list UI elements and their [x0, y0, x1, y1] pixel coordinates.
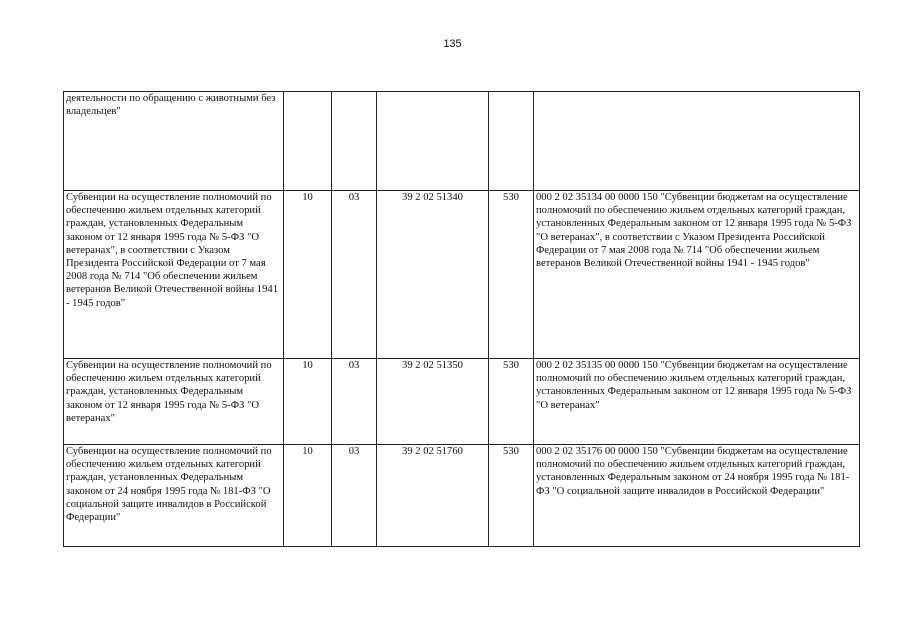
row-expense-type: 530 [489, 191, 534, 359]
row-section-code: 10 [284, 191, 332, 359]
row-description: Субвенции на осуществление полномочий по обеспечению жильем отдельных категорий граждан, установленных Федеральным законом от 24 ноября 1995 года № 181-ФЗ "О социальной защите инвалидов в Российской Федерации" [64, 445, 284, 547]
row-revenue-note: 000 2 02 35176 00 0000 150 "Субвенции бюджетам на осуществление полномочий по обеспечению жильем отдельных категорий граждан, установленных Федеральным законом от 24 ноября 1995 года № 181-ФЗ "О социальной защите инвалидов в Российской Федерации" [534, 445, 860, 547]
table-row [64, 445, 860, 547]
row-expense-type [489, 92, 534, 191]
row-description: Субвенции на осуществление полномочий по обеспечению жильем отдельных категорий граждан, установленных Федеральным законом от 12 января 1995 года № 5-ФЗ "О ветеранах" [64, 359, 284, 445]
row-section-code: 10 [284, 359, 332, 445]
row-subsection-code [332, 92, 377, 191]
row-subsection-code: 03 [332, 359, 377, 445]
row-description: деятельности по обращению с животными без владельцев" [64, 92, 284, 191]
row-target-code: 39 2 02 51350 [377, 359, 489, 445]
row-target-code: 39 2 02 51760 [377, 445, 489, 547]
table-row [64, 92, 860, 191]
row-expense-type: 530 [489, 445, 534, 547]
row-subsection-code: 03 [332, 191, 377, 359]
row-expense-type: 530 [489, 359, 534, 445]
table-row [64, 359, 860, 445]
table-row [64, 191, 860, 359]
row-description: Субвенции на осуществление полномочий по обеспечению жильем отдельных категорий граждан, установленных Федеральным законом от 12 января 1995 года № 5-ФЗ "О ветеранах", в соответствии с Указом Президента Российской Федерации от 7 мая 2008 года № 714 "Об обеспечении жильем ветеранов Великой Отечественной войны 1941 - 1945 годов" [64, 191, 284, 359]
page-number: 135 [443, 38, 462, 50]
row-section-code [284, 92, 332, 191]
row-subsection-code: 03 [332, 445, 377, 547]
row-revenue-note: 000 2 02 35135 00 0000 150 "Субвенции бюджетам на осуществление полномочий по обеспечению жильем отдельных категорий граждан, установленных Федеральным законом от 12 января 1995 года № 5-ФЗ "О ветеранах" [534, 359, 860, 445]
row-revenue-note [534, 92, 860, 191]
row-section-code: 10 [284, 445, 332, 547]
row-target-code: 39 2 02 51340 [377, 191, 489, 359]
budget-table [63, 91, 860, 547]
row-revenue-note: 000 2 02 35134 00 0000 150 "Субвенции бюджетам на осуществление полномочий по обеспечению жильем отдельных категорий граждан, установленных Федеральным законом от 12 января 1995 года № 5-ФЗ "О ветеранах", в соответствии с Указом Президента Российской Федерации от 7 мая 2008 года № 714 "Об обеспечении жильем ветеранов Великой Отечественной войны 1941 - 1945 годов" [534, 191, 860, 359]
row-target-code [377, 92, 489, 191]
